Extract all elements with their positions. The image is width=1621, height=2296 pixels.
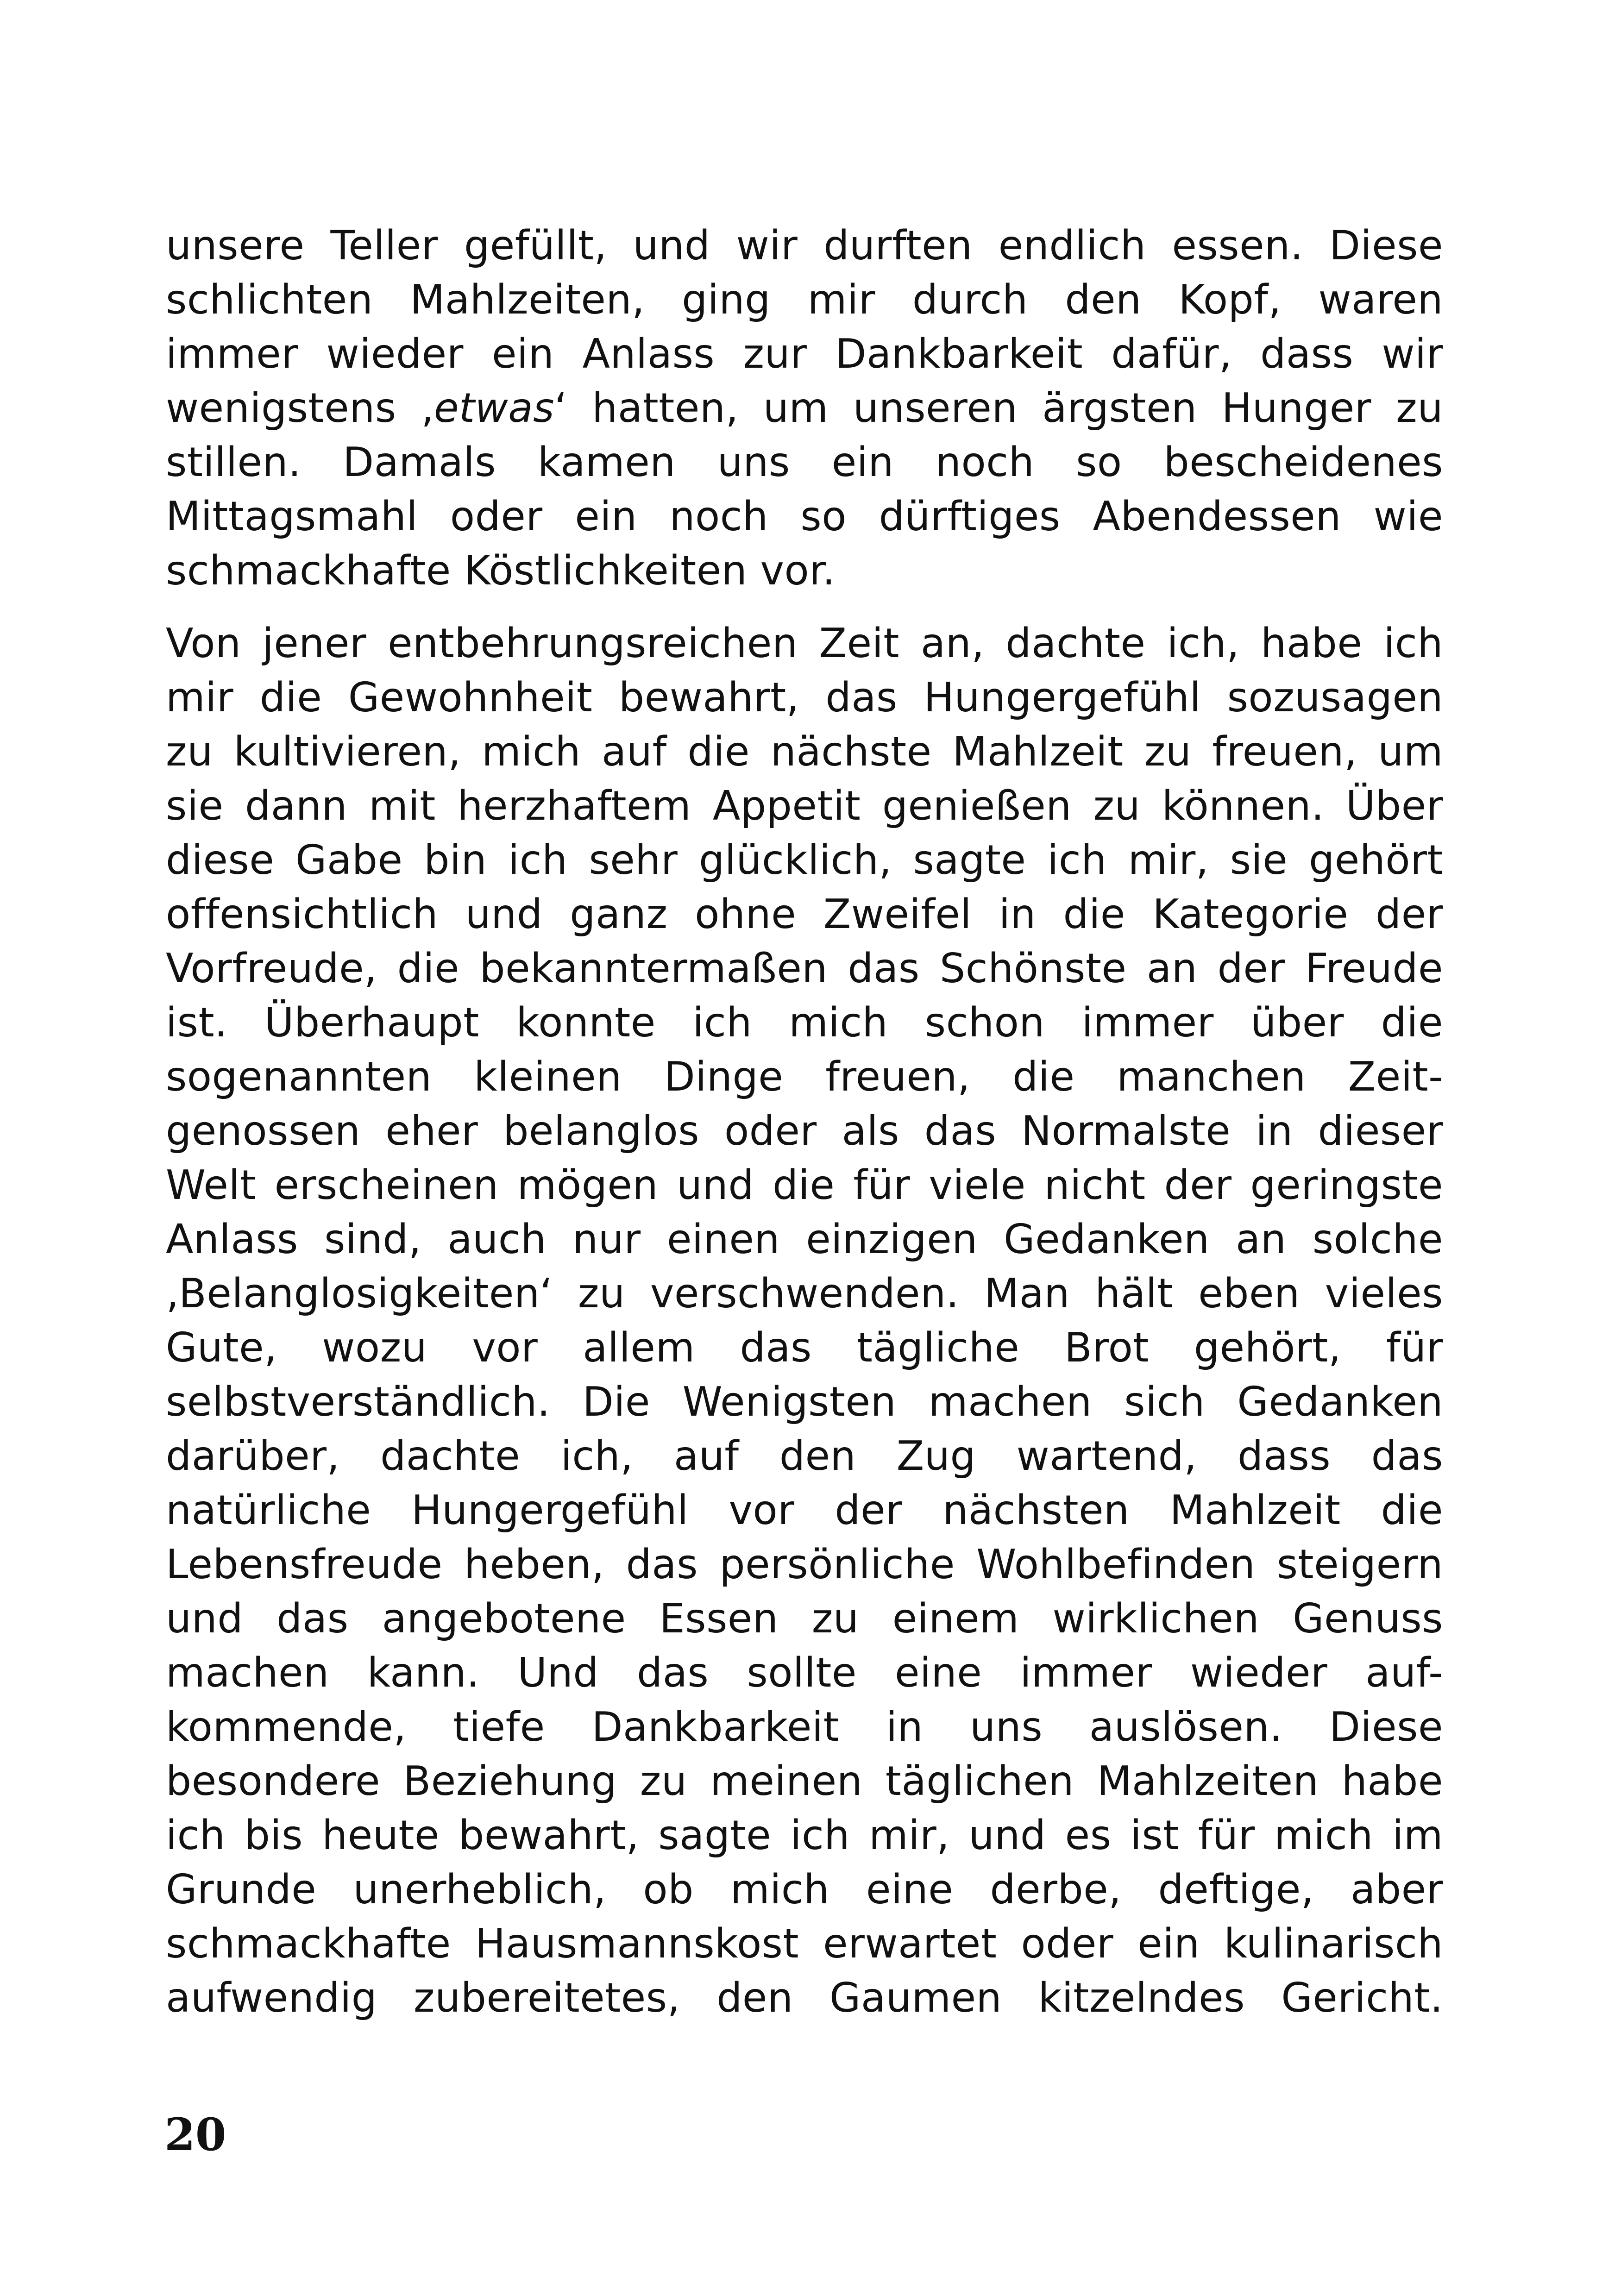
- text-line: ist. Überhaupt konnte ich mich schon immer über die: [166, 999, 1443, 1046]
- text-line: stillen. Damals kamen uns ein noch so bescheidenes: [166, 439, 1443, 486]
- paragraph-gap: [166, 598, 1443, 616]
- body-text: [166, 219, 1443, 2025]
- text-line: ich bis heute bewahrt, sagte ich mir, und es ist für mich im: [166, 1812, 1443, 1859]
- paragraph-2: [166, 616, 1443, 2025]
- text-line: Gute, wozu vor allem das tägliche Brot gehört, für: [166, 1324, 1443, 1371]
- text-line: offensichtlich und ganz ohne Zweifel in die Kategorie der: [166, 891, 1443, 938]
- text-line: Anlass sind, auch nur einen einzigen Gedanken an solche: [166, 1216, 1443, 1263]
- text-line: mir die Gewohnheit bewahrt, das Hungergefühl sozusagen: [166, 674, 1443, 721]
- text-line: zu kultivieren, mich auf die nächste Mahlzeit zu freuen, um: [166, 728, 1443, 775]
- text-line: selbstverständlich. Die Wenigsten machen sich Gedanken: [166, 1378, 1443, 1425]
- text-line: diese Gabe bin ich sehr glücklich, sagte ich mir, sie gehört: [166, 836, 1443, 884]
- text-line: schmackhafte Hausmannskost erwartet oder ein kulinarisch: [166, 1920, 1443, 1967]
- page-number: 20: [164, 2108, 226, 2161]
- text-line: besondere Beziehung zu meinen täglichen Mahlzeiten habe: [166, 1757, 1443, 1805]
- text-line: Vorfreude, die bekanntermaßen das Schönste an der Freude: [166, 945, 1443, 992]
- text-line: Von jener entbehrungsreichen Zeit an, dachte ich, habe ich: [166, 620, 1443, 667]
- text-line: schmackhafte Köstlichkeiten vor.: [166, 547, 836, 594]
- paragraph-1: [166, 219, 1443, 598]
- text-line: genossen eher belanglos oder als das Normalste in dieser: [166, 1107, 1443, 1154]
- text-line: Mittagsmahl oder ein noch so dürftiges Abendessen wie: [166, 493, 1443, 540]
- text-line: ‚Belanglosigkeiten‘ zu verschwenden. Man hält eben vieles: [166, 1270, 1443, 1317]
- text-line-with-italic: wenigstens ‚etwas‘ hatten, um unseren ärgsten Hunger zu: [166, 384, 1443, 432]
- text-line: Grunde unerheblich, ob mich eine derbe, deftige, aber: [166, 1866, 1443, 1913]
- text-line: darüber, dachte ich, auf den Zug wartend, dass das: [166, 1432, 1443, 1480]
- text-line: aufwendig zubereitetes, den Gaumen kitzelndes Gericht.: [166, 1974, 1443, 2021]
- text-line: und das angebotene Essen zu einem wirklichen Genuss: [166, 1595, 1443, 1642]
- text-line: immer wieder ein Anlass zur Dankbarkeit dafür, dass wir: [166, 330, 1443, 377]
- text-line: natürliche Hungergefühl vor der nächsten Mahlzeit die: [166, 1487, 1443, 1534]
- text-line: schlichten Mahlzeiten, ging mir durch den Kopf, waren: [166, 276, 1443, 323]
- text-line: Welt erscheinen mögen und die für viele nicht der geringste: [166, 1161, 1443, 1209]
- text-line: sogenannten kleinen Dinge freuen, die manchen Zeit-: [166, 1053, 1443, 1100]
- text-line: Lebensfreude heben, das persönliche Wohlbefinden steigern: [166, 1541, 1443, 1588]
- text-line: unsere Teller gefüllt, und wir durften endlich essen. Diese: [166, 222, 1443, 269]
- text-line: machen kann. Und das sollte eine immer wieder auf-: [166, 1649, 1443, 1696]
- text-line: kommende, tiefe Dankbarkeit in uns auslösen. Diese: [166, 1703, 1443, 1750]
- text-line: sie dann mit herzhaftem Appetit genießen zu können. Über: [166, 782, 1443, 829]
